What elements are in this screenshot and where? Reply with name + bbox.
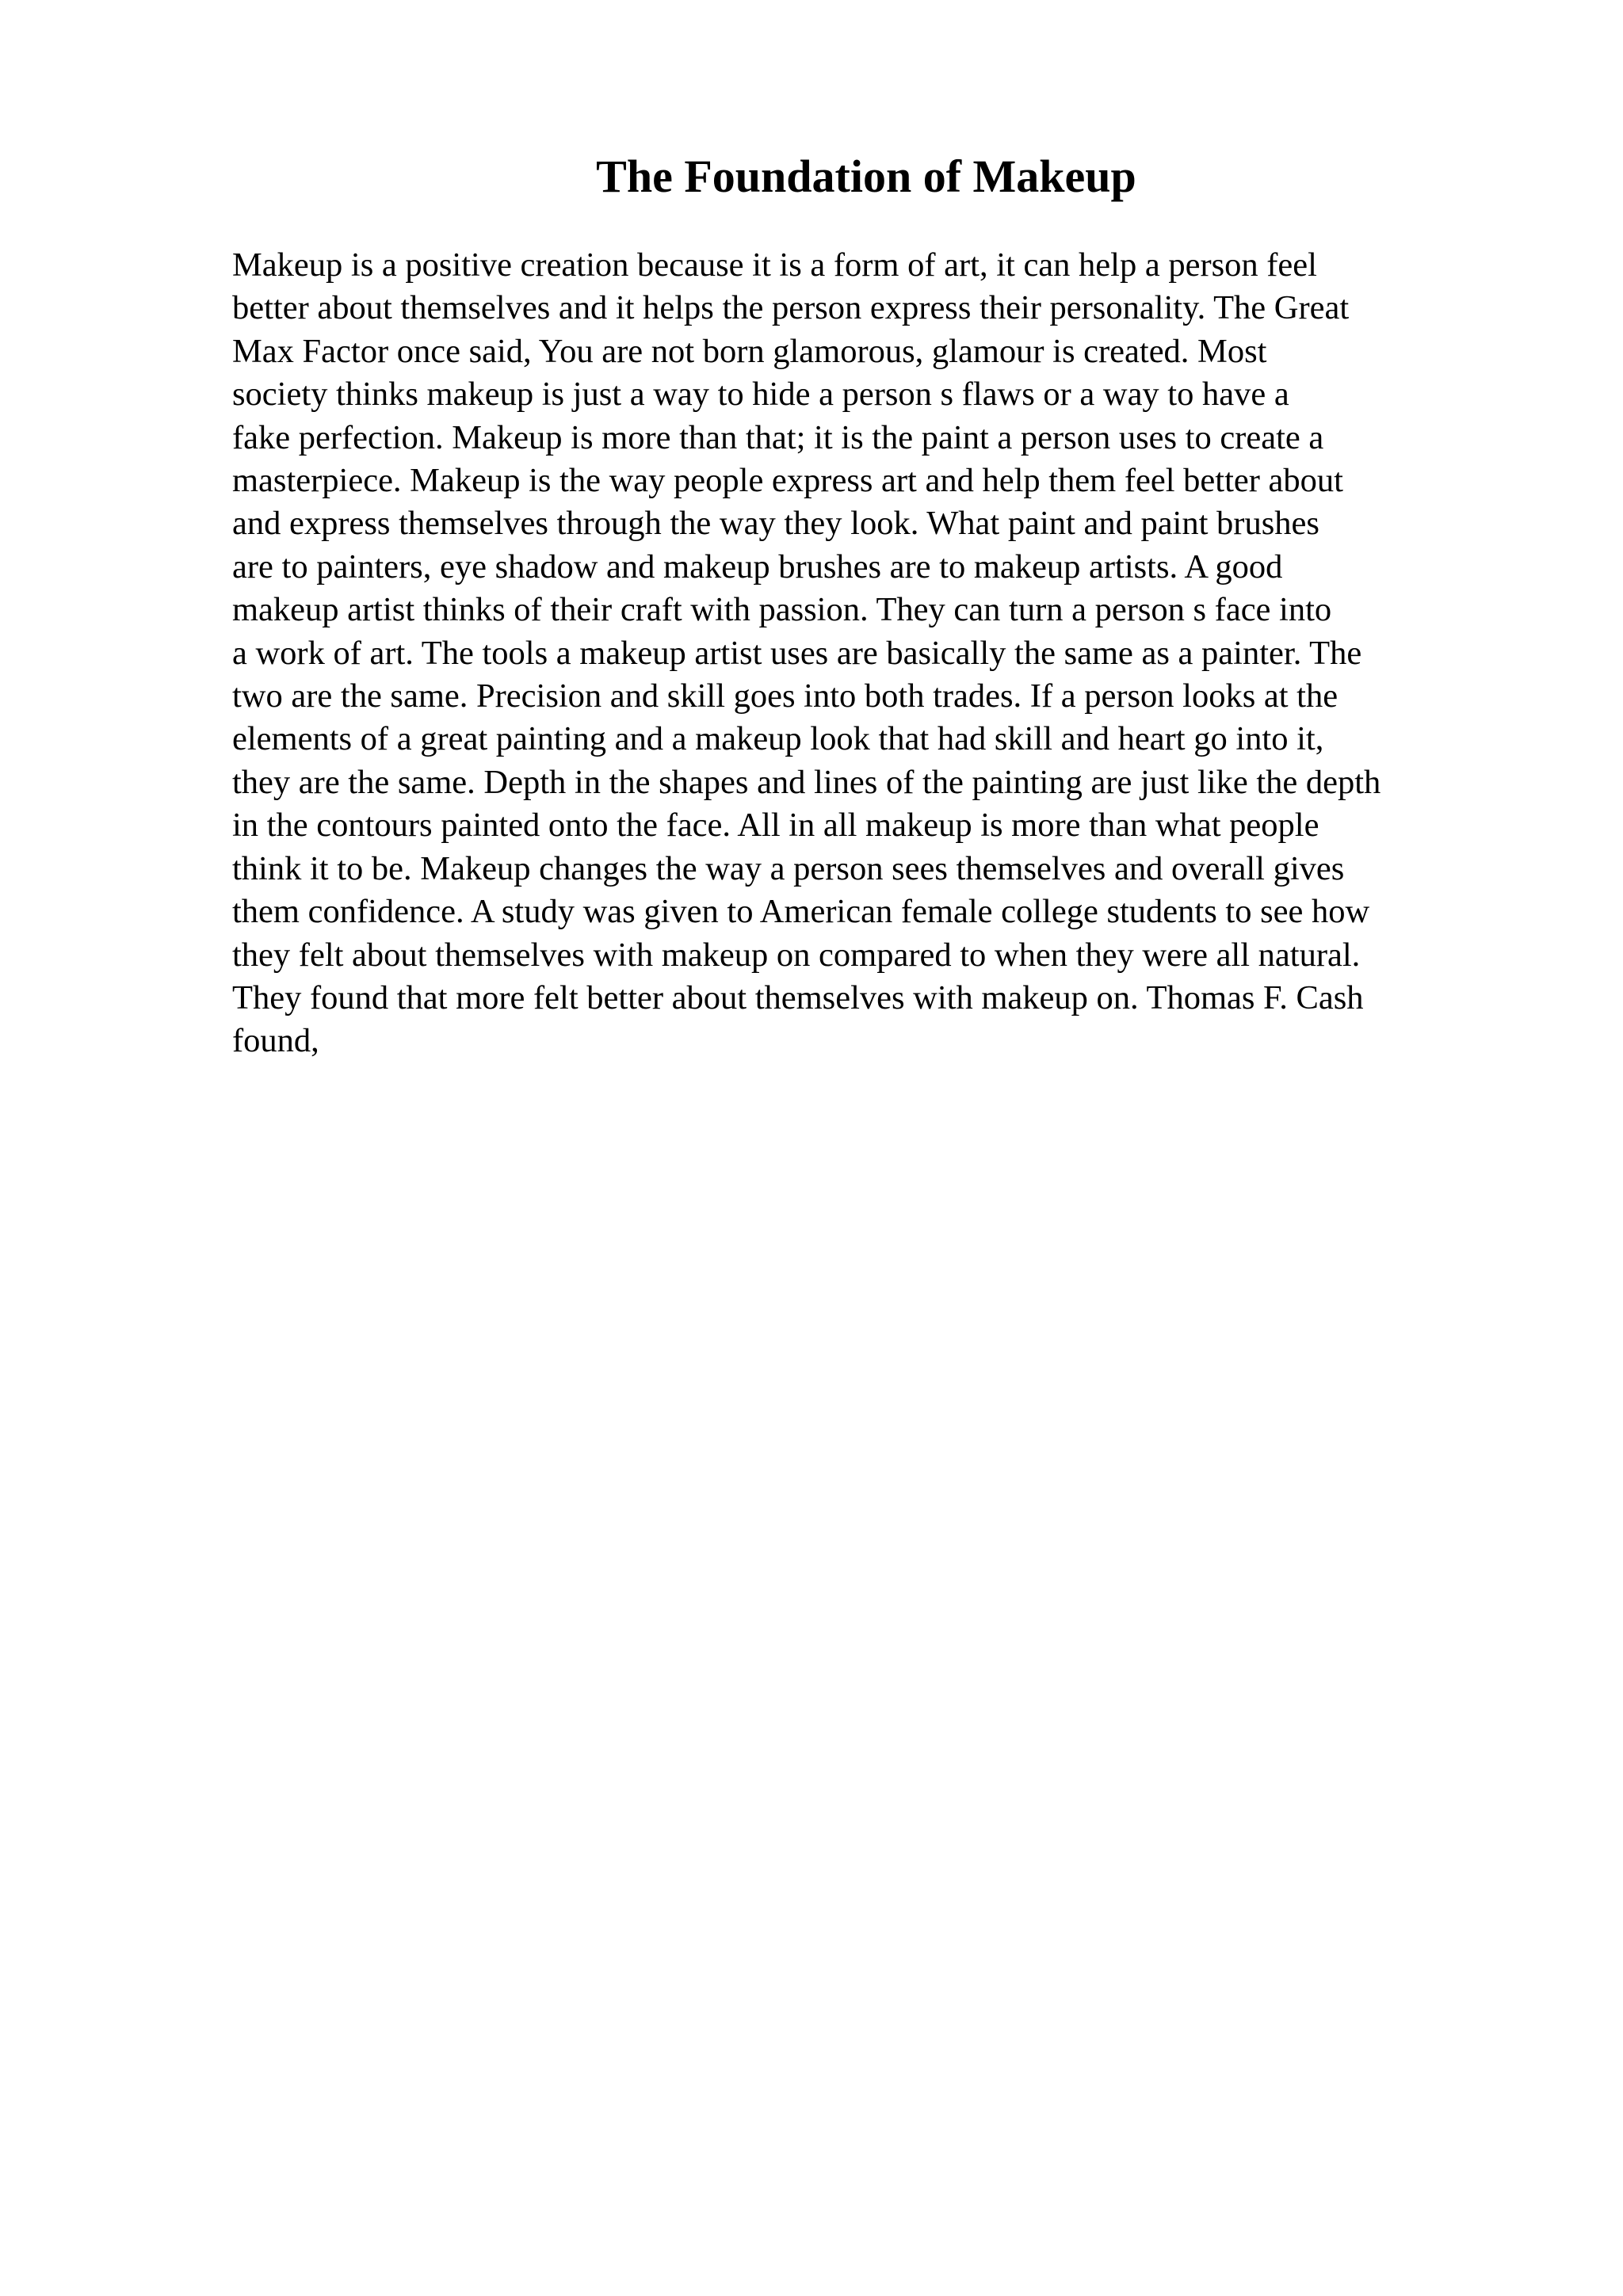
paragraph-line: they felt about themselves with makeup on compared to when they were all natural.	[232, 936, 1361, 974]
document-title: The Foundation of Makeup	[596, 151, 1136, 202]
paragraph-line: elements of a great painting and a makeup look that had skill and heart go into it,	[232, 720, 1324, 758]
paragraph-line: society thinks makeup is just a way to hide a person s flaws or a way to have a	[232, 376, 1289, 414]
paragraph-line: They found that more felt better about themselves with makeup on. Thomas F. Cash	[232, 978, 1364, 1016]
paragraph-line: two are the same. Precision and skill goes into both trades. If a person looks at the	[232, 677, 1338, 715]
paragraph-line: they are the same. Depth in the shapes and lines of the painting are just like the depth	[232, 763, 1381, 801]
paragraph-line: a work of art. The tools a makeup artist uses are basically the same as a painter. The	[232, 634, 1362, 672]
paragraph-line: Makeup is a positive creation because it is a form of art, it can help a person feel	[232, 246, 1317, 284]
paragraph-line: and express themselves through the way they look. What paint and paint brushes	[232, 505, 1319, 543]
paragraph-line: fake perfection. Makeup is more than that; it is the paint a person uses to create a	[232, 418, 1324, 456]
essay-paragraph	[232, 244, 1532, 1063]
paragraph-line: found,	[232, 1022, 319, 1060]
paragraph-line: Max Factor once said, You are not born glamorous, glamour is created. Most	[232, 332, 1267, 370]
paragraph-line: better about themselves and it helps the person express their personality. The Great	[232, 289, 1350, 327]
paragraph-line: them confidence. A study was given to American female college students to see how	[232, 893, 1370, 931]
paragraph-line: in the contours painted onto the face. All in all makeup is more than what people	[232, 807, 1319, 845]
paragraph-line: think it to be. Makeup changes the way a person sees themselves and overall gives	[232, 849, 1345, 887]
paragraph-line: masterpiece. Makeup is the way people express art and help them feel better about	[232, 462, 1343, 500]
paragraph-line: makeup artist thinks of their craft with passion. They can turn a person s face into	[232, 591, 1332, 629]
paragraph-line: are to painters, eye shadow and makeup brushes are to makeup artists. A good	[232, 547, 1283, 585]
